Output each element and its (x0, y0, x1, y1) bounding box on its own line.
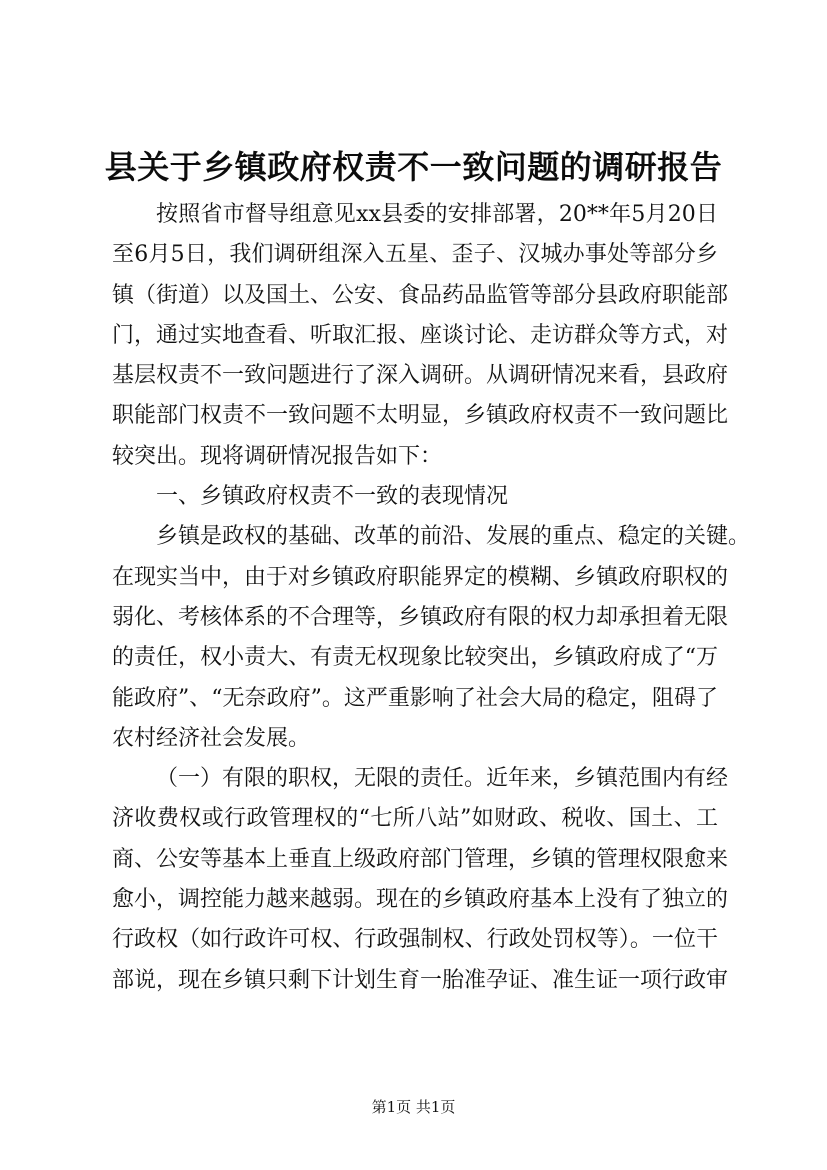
text-line: 在现实当中，由于对乡镇政府职能界定的模糊、乡镇政府职权的 (112, 564, 729, 590)
document-body (112, 195, 751, 1001)
section-heading (112, 477, 718, 517)
text-line: 门，通过实地查看、听取汇报、座谈讨论、走访群众等方式，对 (112, 322, 729, 348)
text-line: 基层权责不一致问题进行了深入调研。从调研情况来看，县政府 (112, 363, 729, 389)
text-line: 部说，现在乡镇只剩下计划生育一胎准孕证、准生证一项行政审 (112, 967, 729, 993)
text-line: 较突出。现将调研情况报告如下： (112, 443, 443, 469)
text-line: 愈小，调控能力越来越弱。现在的乡镇政府基本上没有了独立的 (112, 887, 729, 913)
page-number-footer: 第1页 共1页 (371, 1098, 456, 1116)
text-line: 镇（街道）以及国土、公安、食品药品监管等部分县政府职能部 (112, 282, 729, 308)
text-line: 职能部门权责不一致问题不太明显，乡镇政府权责不一致问题比 (112, 403, 729, 429)
text-line: 商、公安等基本上垂直上级政府部门管理，乡镇的管理权限愈来 (112, 846, 729, 872)
paragraph-subsection-1 (112, 759, 729, 1001)
paragraph-intro (112, 195, 729, 477)
section-heading-text: 一、乡镇政府权责不一致的表现情况 (156, 484, 509, 510)
document-title: 县关于乡镇政府权责不一致问题的调研报告 (104, 148, 723, 186)
text-line: 弱化、考核体系的不合理等，乡镇政府有限的权力却承担着无限 (112, 604, 729, 630)
paragraph-overview (112, 517, 751, 759)
text-line: 行政权（如行政许可权、行政强制权、行政处罚权等）。一位干 (112, 927, 718, 953)
text-line: （一）有限的职权，无限的责任。近年来，乡镇范围内有经 (156, 766, 729, 792)
text-line: 乡镇是政权的基础、改革的前沿、发展的重点、稳定的关键。 (156, 524, 751, 550)
text-line: 至6月5日，我们调研组深入五星、歪子、汉城办事处等部分乡 (112, 242, 718, 268)
text-line: 按照省市督导组意见xx县委的安排部署，20**年5月20日 (156, 202, 718, 227)
text-line: 农村经济社会发展。 (112, 725, 311, 751)
text-line: 能政府”、“无奈政府”。这严重影响了社会大局的稳定，阻碍了 (112, 685, 718, 711)
text-line: 的责任，权小责大、有责无权现象比较突出，乡镇政府成了“万 (112, 645, 718, 671)
text-line: 济收费权或行政管理权的“七所八站”如财政、税收、国土、工 (112, 806, 718, 832)
